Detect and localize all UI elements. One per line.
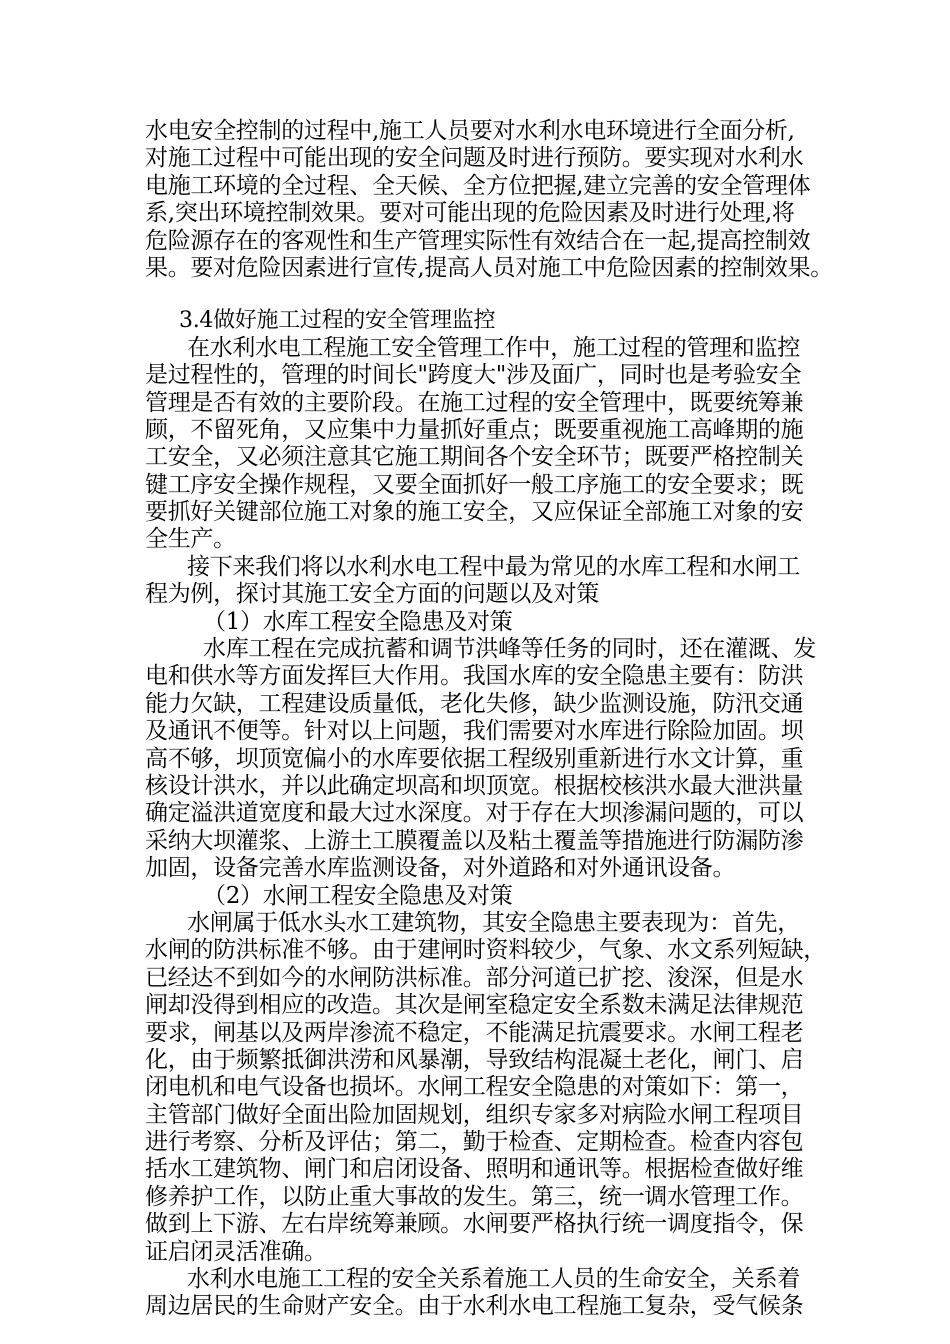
text-line: 管理是否有效的主要阶段。在施工过程的安全管理中，既要统筹兼 — [145, 389, 804, 416]
subsection-title-sluice: （2）水闸工程安全隐患及对策 — [203, 882, 513, 909]
subsection-title-reservoir: （1）水库工程安全隐患及对策 — [203, 608, 513, 635]
text-line: 危险源存在的客观性和生产管理实际性有效结合在一起,提高控制效 — [145, 227, 811, 254]
text-line: 键工序安全操作规程，又要全面抓好一般工序施工的安全要求；既 — [145, 471, 804, 498]
text-line: 要求，闸基以及两岸渗流不稳定，不能满足抗震要求。水闸工程老 — [145, 1019, 804, 1046]
text-line: 系,突出环境控制效果。要对可能出现的危险因素及时进行处理,将 — [145, 200, 795, 227]
text-line: 电和供水等方面发挥巨大作用。我国水库的安全隐患主要有：防洪 — [145, 663, 804, 690]
document-page — [145, 118, 834, 1321]
text-line: 程为例，探讨其施工安全方面的问题以及对策 — [145, 581, 600, 608]
text-line: 修养护工作，以防止重大事故的发生。第三，统一调水管理工作。 — [145, 1183, 804, 1210]
text-line: 水闸的防洪标准不够。由于建闸时资料较少，气象、水文系列短缺， — [145, 937, 827, 964]
text-line: 工安全，又必须注意其它施工期间各个安全环节；既要严格控制关 — [145, 444, 804, 471]
text-line: 括水工建筑物、闸门和启闭设备、照明和通讯等。根据检查做好维 — [145, 1156, 804, 1183]
text-line: 加固，设备完善水库监测设备，对外道路和对外通讯设备。 — [145, 855, 736, 882]
paragraph-process-monitoring — [145, 335, 825, 554]
text-line: 水库工程在完成抗蓄和调节洪峰等任务的同时，还在灌溉、发 — [203, 636, 816, 663]
text-line: 水利水电施工工程的安全关系着施工人员的生命安全，关系着 — [187, 1266, 800, 1293]
text-line: 已经达不到如今的水闸防洪标准。部分河道已扩挖、浚深，但是水 — [145, 964, 804, 991]
text-line: 周边居民的生命财产安全。由于水利水电工程施工复杂，受气候条 — [145, 1293, 804, 1320]
text-line: 要抓好关键部位施工对象的施工安全，又应保证全部施工对象的安 — [145, 499, 804, 526]
text-line: 顾，不留死角，又应集中力量抓好重点；既要重视施工高峰期的施 — [145, 416, 804, 443]
text-line: 核设计洪水，并以此确定坝高和坝顶宽。根据校核洪水最大泄洪量 — [145, 772, 804, 799]
text-line: 采纳大坝灌浆、上游土工膜覆盖以及粘土覆盖等措施进行防漏防渗 — [145, 827, 804, 854]
text-line: 闭电机和电气设备也损坏。水闸工程安全隐患的对策如下：第一， — [145, 1074, 804, 1101]
text-line: 及通讯不便等。针对以上问题，我们需要对水库进行除险加固。坝 — [145, 718, 804, 745]
text-line: 做到上下游、左右岸统筹兼顾。水闸要严格执行统一调度指令，保 — [145, 1211, 804, 1238]
text-line: 在水利水电工程施工安全管理工作中，施工过程的管理和监控 — [187, 334, 800, 361]
paragraph-reservoir — [145, 636, 825, 883]
text-line: 高不够，坝顶宽偏小的水库要依据工程级别重新进行水文计算，重 — [145, 745, 804, 772]
paragraph-gap — [145, 282, 825, 307]
text-line: 是过程性的，管理的时间长"跨度大"涉及面广，同时也是考验安全 — [145, 362, 802, 389]
paragraph-sluice — [145, 910, 825, 1266]
text-line: 全生产。 — [145, 526, 236, 553]
text-line: 能力欠缺，工程建设质量低，老化失修，缺少监测设施，防汛交通 — [145, 690, 804, 717]
paragraph-environment-control — [145, 118, 834, 282]
text-line: 化，由于频繁抵御洪涝和风暴潮，导致结构混凝土老化，闸门、启 — [145, 1046, 804, 1073]
text-line: 果。要对危险因素进行宣传,提高人员对施工中危险因素的控制效果。 — [145, 254, 834, 281]
text-line: 电施工环境的全过程、全天候、全方位把握,建立完善的安全管理体 — [145, 172, 811, 199]
section-heading-3-4: 3.4做好施工过程的安全管理监控 — [179, 308, 496, 334]
text-line: 证启闭灵活准确。 — [145, 1238, 327, 1265]
text-line: 接下来我们将以水利水电工程中最为常见的水库工程和水闸工 — [187, 553, 800, 580]
paragraph-conclusion — [145, 1266, 825, 1321]
text-line: 确定溢洪道宽度和最大过水深度。对于存在大坝渗漏问题的，可以 — [145, 800, 804, 827]
text-line: 对施工过程中可能出现的安全问题及时进行预防。要实现对水利水 — [145, 145, 804, 172]
paragraph-intro-examples — [145, 554, 825, 609]
text-line: 主管部门做好全面出险加固规划，组织专家多对病险水闸工程项目 — [145, 1101, 804, 1128]
text-line: 水电安全控制的过程中,施工人员要对水利水电环境进行全面分析, — [145, 118, 795, 144]
text-line: 闸却没得到相应的改造。其次是闸室稳定安全系数未满足法律规范 — [145, 992, 804, 1019]
text-line: 水闸属于低水头水工建筑物，其安全隐患主要表现为：首先， — [187, 909, 800, 936]
text-line: 进行考察、分析及评估；第二，勤于检查、定期检查。检查内容包 — [145, 1129, 804, 1156]
